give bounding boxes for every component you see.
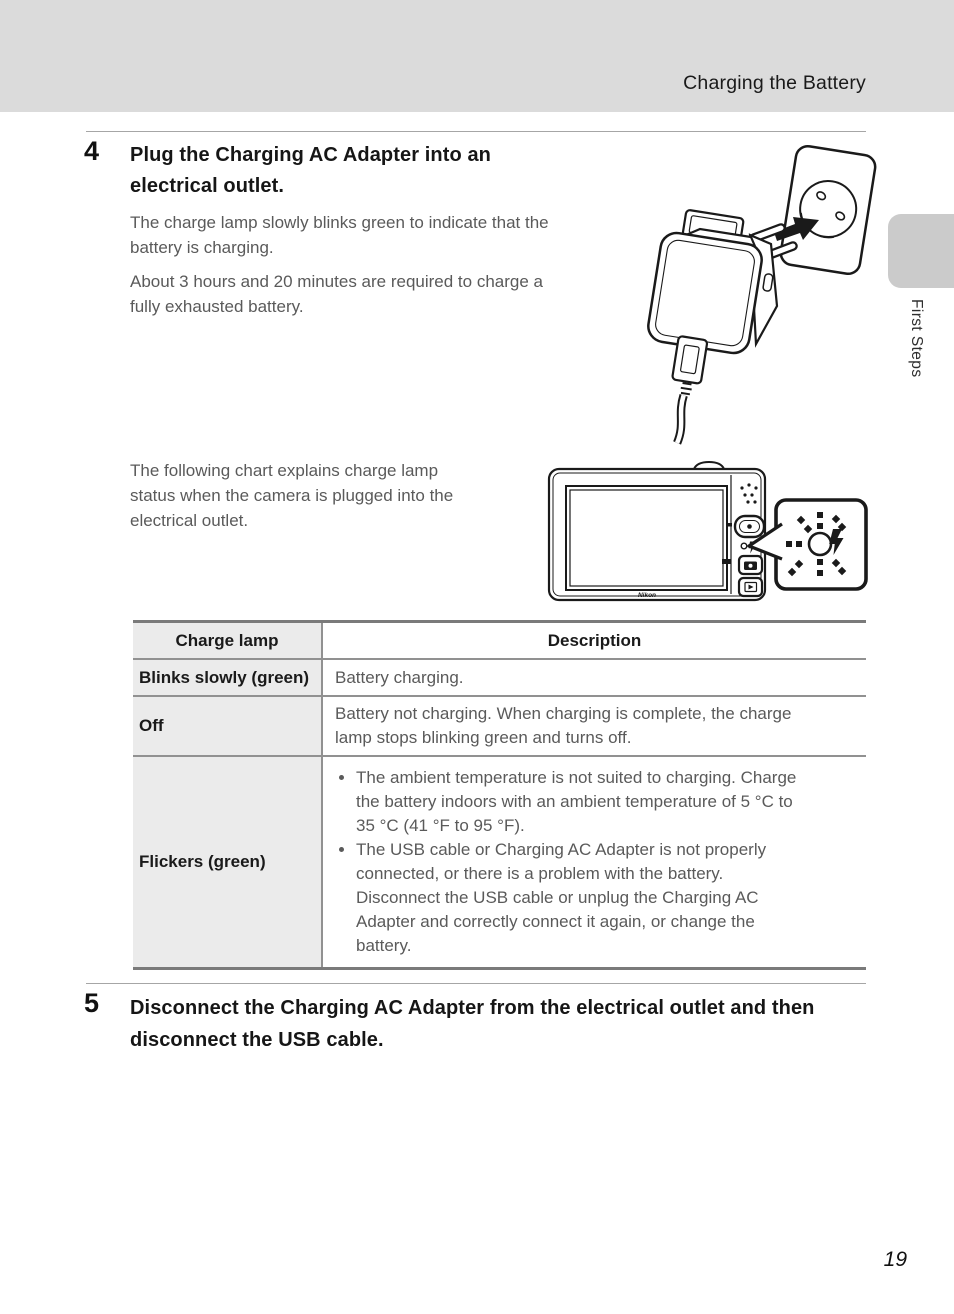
- table-row: [133, 658, 866, 695]
- step5-title: Disconnect the Charging AC Adapter from the electrical outlet and then disconnect the USB cable.: [130, 997, 815, 1051]
- chapter-label: First Steps: [908, 299, 925, 378]
- table-header-row: [133, 623, 866, 658]
- page-number: 19: [883, 1248, 907, 1271]
- lamp-description: Battery charging.: [335, 667, 464, 687]
- charge-lamp-table: [133, 620, 866, 970]
- step4-title: Plug the Charging AC Adapter into an electrical outlet.: [130, 144, 492, 197]
- usb-cable: [662, 336, 707, 445]
- header-band: [0, 0, 954, 112]
- lamp-description-list: [335, 766, 808, 958]
- playback-button: [739, 578, 762, 596]
- lamp-description: Battery not charging. When charging is complete, the charge lamp stops blinking green and turns off.: [335, 704, 792, 747]
- step4-paragraph-2: About 3 hours and 20 minutes are required to charge a fully exhausted battery.: [130, 272, 543, 316]
- charge-lamp-callout: [749, 500, 866, 589]
- camera-back-figure: [543, 453, 878, 608]
- lamp-state: Flickers (green): [133, 757, 323, 967]
- table-row: [133, 695, 866, 755]
- step5-number: 5: [84, 988, 100, 1018]
- step4-divider: [86, 131, 866, 132]
- list-item: • The ambient temperature is not suited to charging. Charge the battery indoors with an ambient temperature of 5 °C to 35 °C (41 °F to 95 °F).: [356, 766, 808, 838]
- camera-screen: [566, 486, 727, 590]
- list-item: • The USB cable or Charging AC Adapter is not properly connected, or there is a problem with the battery. Disconnect the USB cable or unplug the Charging AC Adapter and correctly connect it again, or change the battery.: [356, 838, 808, 958]
- lamp-state: Blinks slowly (green): [133, 660, 323, 695]
- step4-paragraph-1: The charge lamp slowly blinks green to indicate that the battery is charging.: [130, 213, 549, 257]
- nikon-logo: Nikon: [637, 592, 657, 599]
- ac-adapter-body: [646, 210, 777, 356]
- step5-divider: [86, 983, 866, 984]
- step4-paragraph-3: The following chart explains charge lamp status when the camera is plugged into the electrical outlet.: [130, 461, 454, 530]
- table-row: [133, 755, 866, 967]
- lamp-state: Off: [133, 697, 323, 755]
- header-description: Description: [547, 630, 642, 650]
- step4-number: 4: [84, 136, 100, 166]
- wall-outlet-icon: [779, 144, 877, 275]
- ac-adapter-figure: [638, 138, 878, 448]
- chapter-tab: [888, 214, 954, 288]
- running-header: Charging the Battery: [683, 72, 866, 94]
- header-charge-lamp: Charge lamp: [133, 623, 323, 658]
